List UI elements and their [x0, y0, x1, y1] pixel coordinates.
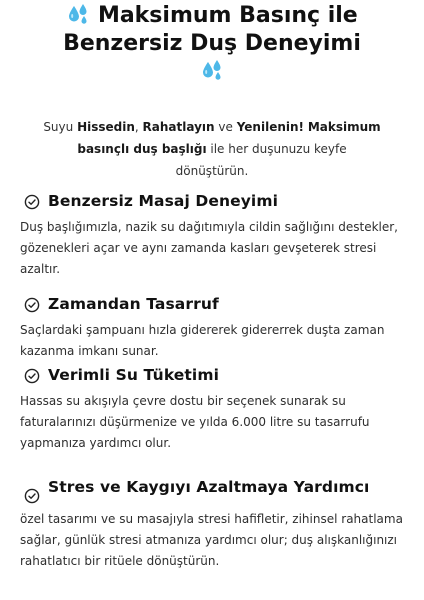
- feature-section-time: [20, 293, 412, 362]
- check-circle-icon: [24, 368, 40, 384]
- feature-title: Benzersiz Masaj Deneyimi: [48, 192, 278, 210]
- intro-paragraph: [42, 116, 382, 182]
- check-circle-icon: [24, 488, 40, 504]
- intro-bold: Yenilenin!: [236, 120, 305, 134]
- sweat-droplets-icon: [66, 3, 90, 25]
- page-title: [0, 0, 424, 86]
- feature-section-massage: [20, 190, 412, 280]
- sweat-droplets-icon: [200, 59, 224, 81]
- feature-title: Stres ve Kaygıyı Azaltmaya Yardımcı: [48, 478, 370, 496]
- feature-body: Duş başlığımızla, nazik su dağıtımıyla cildin sağlığını destekler, gözenekleri açar ve aynı zamanda kasları gevşeterek stresi azaltır.: [20, 220, 398, 276]
- title-line-1: Maksimum Basınç ile: [97, 3, 358, 28]
- intro-bold: Hissedin: [77, 120, 135, 134]
- feature-title: Verimli Su Tüketimi: [48, 366, 220, 384]
- intro-text: ile her duşunuzu keyfe dönüştürün.: [175, 142, 347, 178]
- intro-text: ,: [134, 120, 143, 134]
- check-circle-icon: [24, 297, 40, 313]
- check-circle-icon: [24, 194, 40, 210]
- feature-body: Hassas su akışıyla çevre dostu bir seçenek sunarak su faturalarınızı düşürmenize ve yılda 6.000 litre su tasarrufu yapmanıza yardımcı olur.: [20, 394, 370, 450]
- feature-title: Zamandan Tasarruf: [48, 295, 219, 313]
- feature-body: özel tasarımı ve su masajıyla stresi hafifletir, zihinsel rahatlama sağlar, günlük stresi atmanıza yardımcı olur; duş alışkanlığınızı rahatlatıcı bir ritüele dönüştürün.: [20, 512, 403, 568]
- intro-text: ve: [214, 120, 237, 134]
- intro-text: Suyu: [43, 120, 78, 134]
- intro-bold: Rahatlayın: [142, 120, 215, 134]
- feature-body: Saçlardaki şampuanı hızla gidererek gidererrek duşta zaman kazanma imkanı sunar.: [20, 323, 385, 358]
- feature-section-water: [20, 364, 412, 454]
- title-line-2: Benzersiz Duş Deneyimi: [63, 31, 361, 56]
- intro-bold: Maksimum basınçlı duş başlığı: [77, 120, 381, 156]
- feature-section-stress: [20, 476, 412, 572]
